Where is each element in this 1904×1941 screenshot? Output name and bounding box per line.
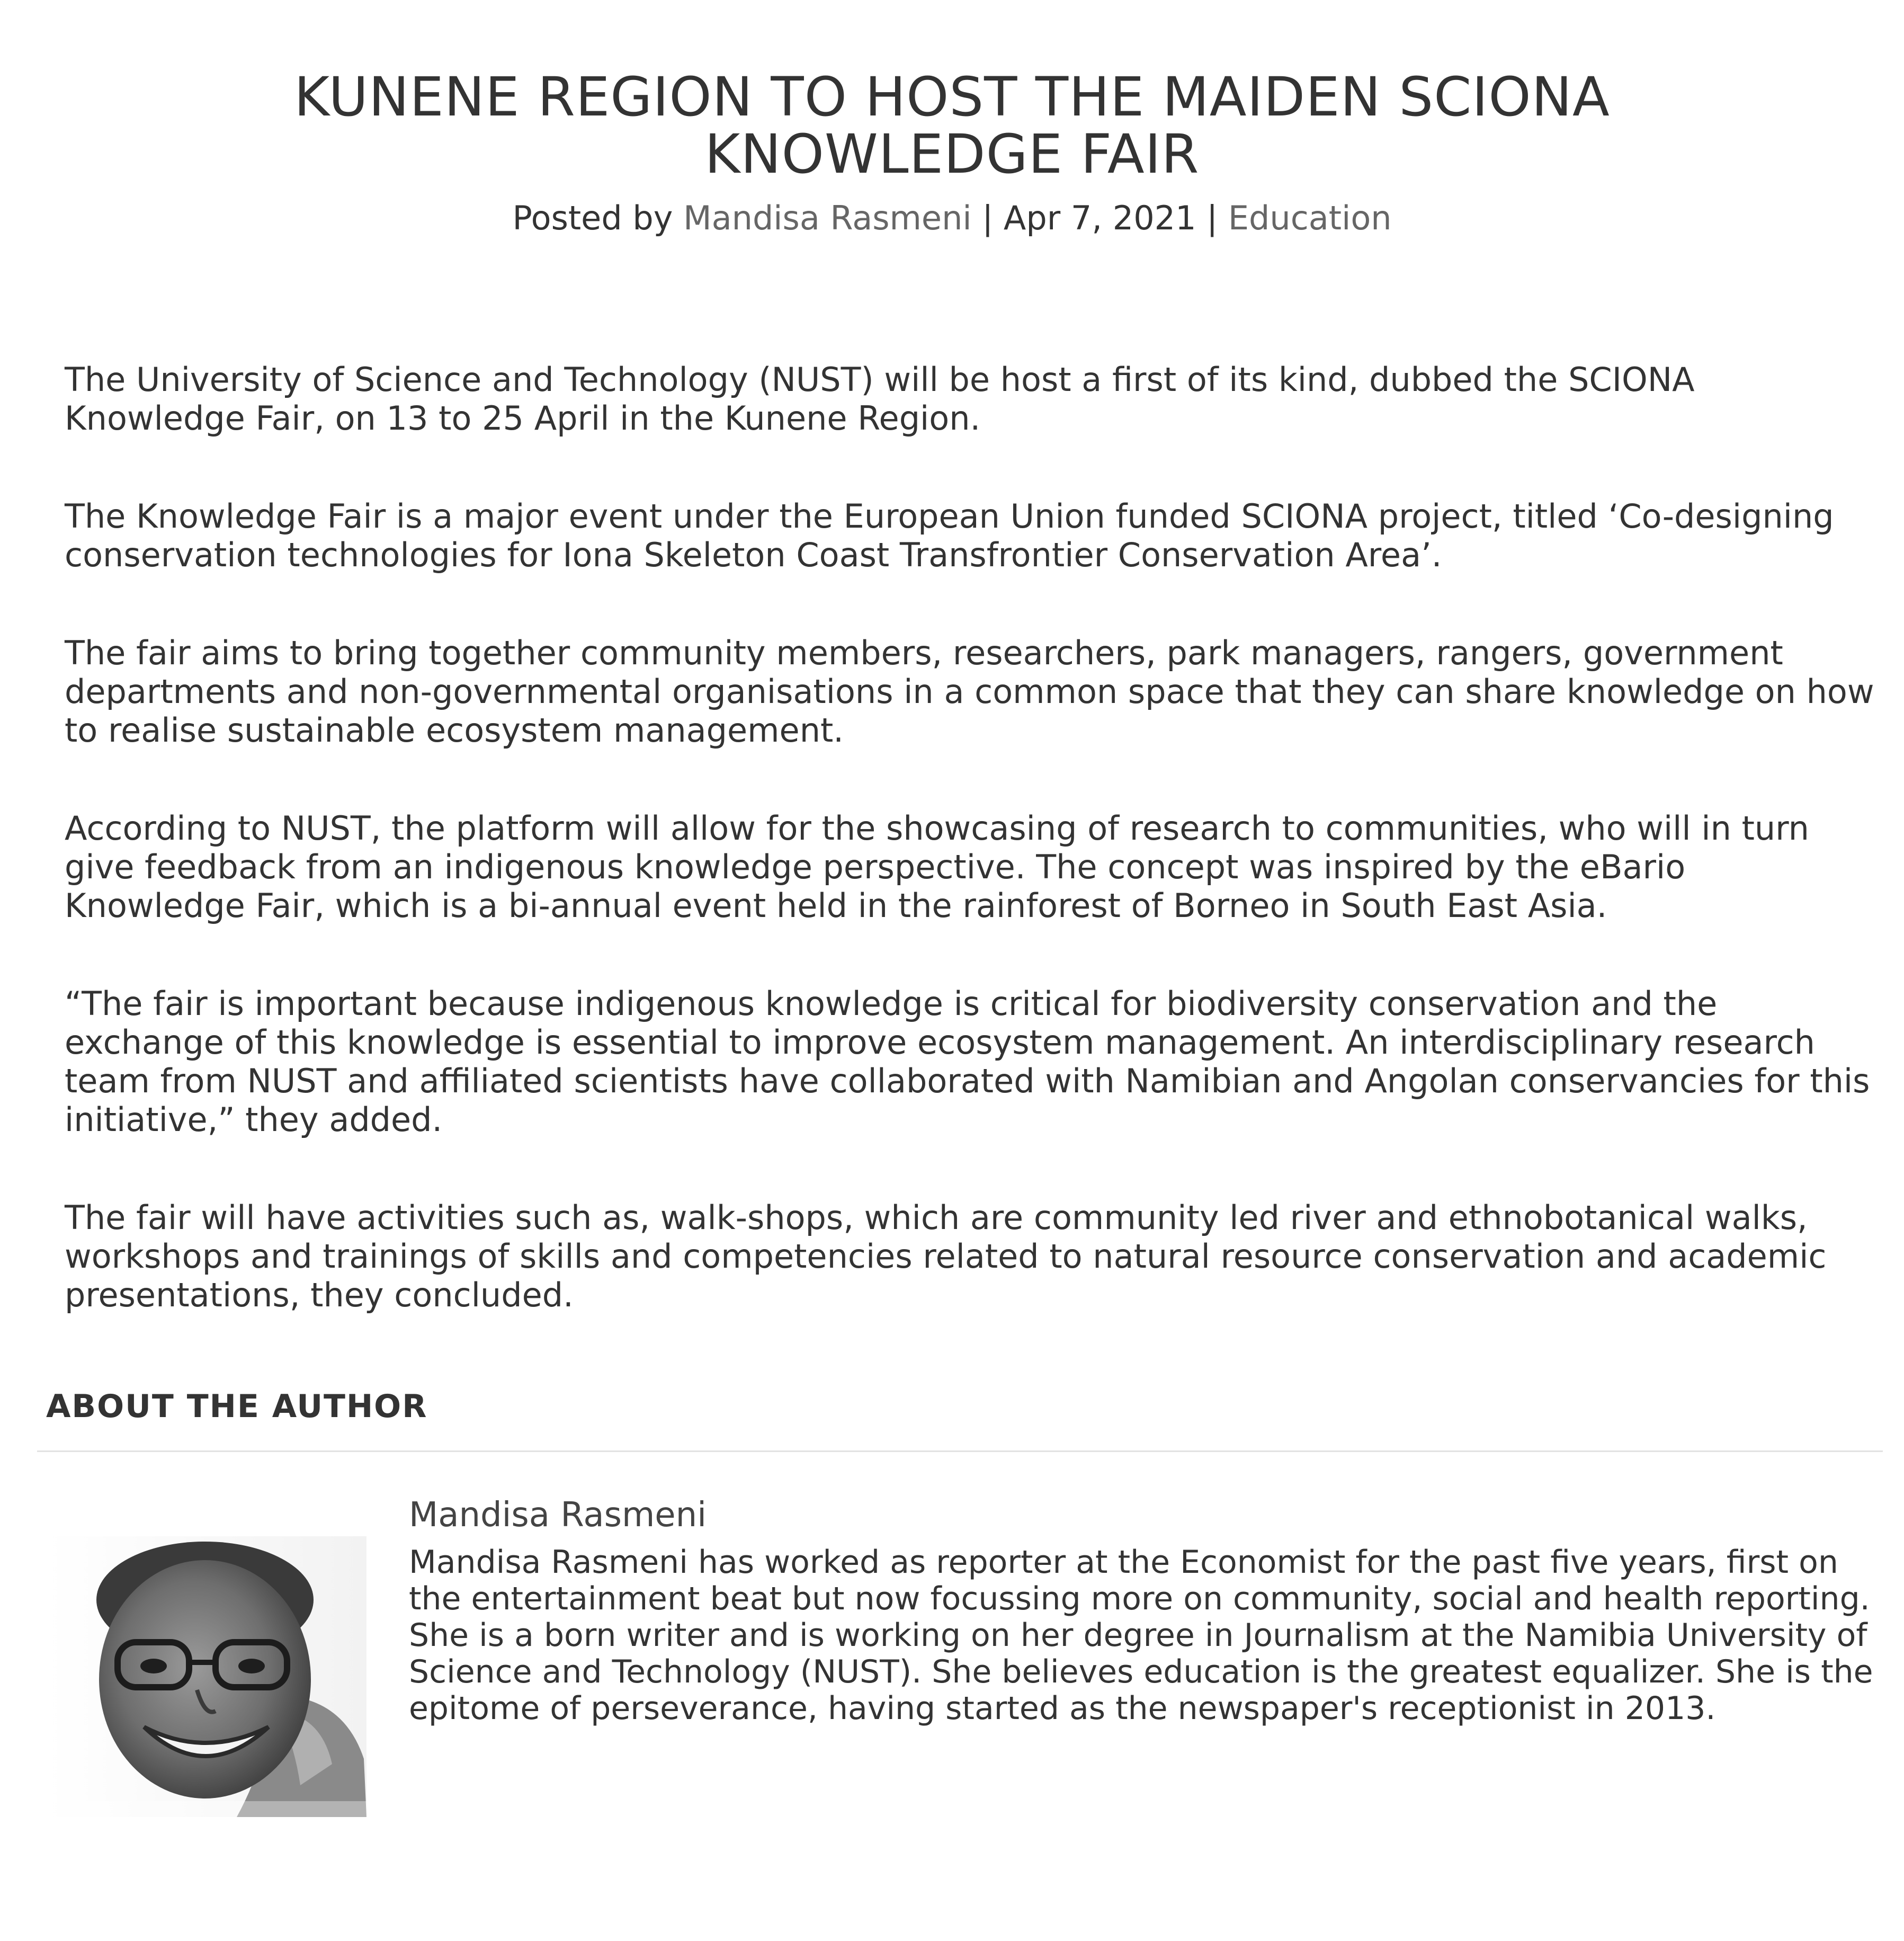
author-bio: Mandisa Rasmeni has worked as reporter at the Economist for the past five years, first on the entertainment beat but now focussing more on community, social and health reporting. She is a born writer and is working on her degree in Journalism at the Namibia University of Science and Technology (NUST). She believes education is the greatest equalizer. She is the epitome of perseverance, having started as the newspaper's receptionist in 2013. (409, 1544, 1873, 1727)
paragraph: The fair will have activities such as, walk-shops, which are community led river and ethnobotanical walks, workshops and trainings of skills and competencies related to natural resource conservation and academic presentations, they concluded. (65, 1198, 1827, 1314)
about-author-heading: ABOUT THE AUTHOR (46, 1388, 428, 1425)
author-avatar (46, 1536, 367, 1817)
meta-separator: | (1206, 199, 1218, 237)
article-body (65, 360, 1876, 1374)
paragraph: The University of Science and Technology (NUST) will be host a first of its kind, dubbed the SCIONA Knowledge Fair, on 13 to 25 April in the Kunene Region. (65, 360, 1695, 438)
paragraph: “The fair is important because indigenous knowledge is critical for biodiversity conservation and the exchange of this knowledge is essential to improve ecosystem management. An interdisciplinary research team from NUST and affiliated scientists have collaborated with Namibian and Angolan conservancies for this initiative,” they added. (65, 984, 1870, 1139)
article-header (0, 66, 1904, 239)
paragraph: The Knowledge Fair is a major event under the European Union funded SCIONA project, titled ‘Co-designing conservation technologies for Iona Skeleton Coast Transfrontier Conservation Area’. (65, 497, 1834, 574)
author-name: Mandisa Rasmeni (409, 1495, 707, 1535)
posted-by-label: Posted by (512, 199, 673, 237)
post-date: Apr 7, 2021 (1003, 199, 1196, 237)
article-title: KUNENE REGION TO HOST THE MAIDEN SCIONA KNOWLEDGE FAIR (294, 66, 1610, 186)
author-bio-section (409, 1491, 1881, 1727)
meta-separator: | (982, 199, 994, 237)
paragraph: According to NUST, the platform will allow for the showcasing of research to communities, who will in turn give feedback from an indigenous knowledge perspective. The concept was inspired by the eBario Knowledge Fair, which is a bi-annual event held in the rainforest of Borneo in South East Asia. (65, 809, 1809, 925)
author-link[interactable]: Mandisa Rasmeni (683, 199, 972, 237)
divider (37, 1450, 1883, 1452)
paragraph: The fair aims to bring together community members, researchers, park managers, rangers, government departments and non-governmental organisations in a common space that they can share knowledge on how to realise sustainable ecosystem management. (65, 634, 1874, 750)
post-meta (0, 197, 1904, 239)
category-link[interactable]: Education (1228, 199, 1392, 237)
